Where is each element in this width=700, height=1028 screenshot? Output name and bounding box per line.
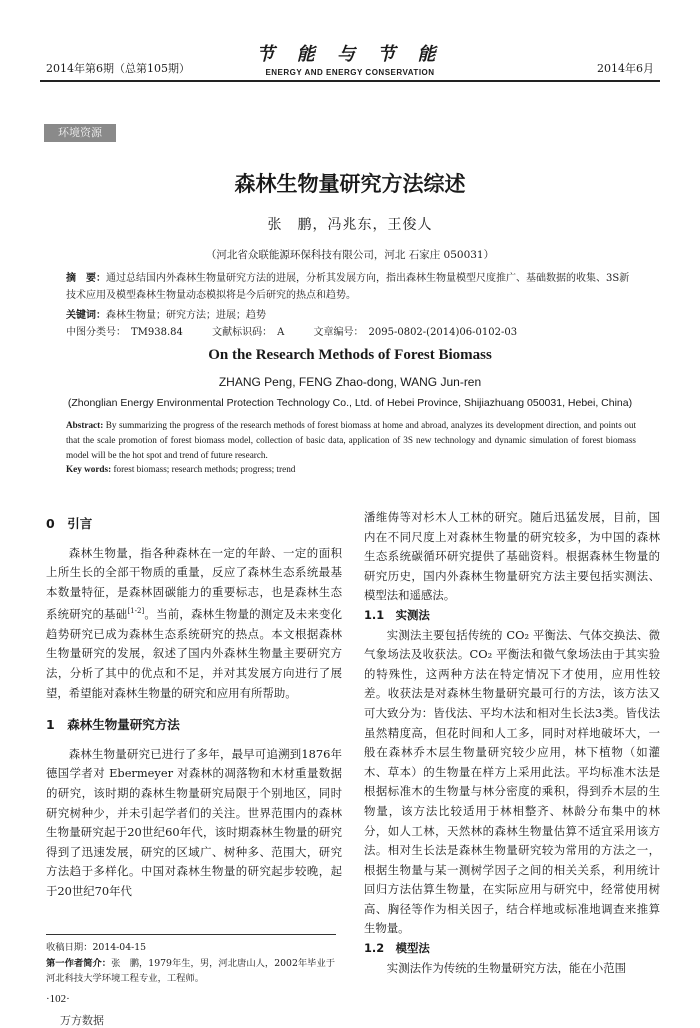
paragraph: 实测法主要包括传统的 CO₂ 平衡法、气体交换法、微气象场法及收获法。CO₂ 平衡法和微气象场法由于其实验的特殊性，这两种方法在特定情况下才使用，应用性较差。收获法是对森林生物量研究最可行的方法，该方法又可大致分为：皆伐法、平均木法和相对生长法3类。皆伐法虽然精度高，但花时间和人工多，同时对样地破坏大，一般在森林乔木层生物量研究较少应用，林下植物（如灌木、草本）的生物量在样方上采用此法。平均标准木法是根据标准木的生物量与林分密度的乘积，得到乔木层的生物量，该方法比较适用于林相整齐、林龄分布集中的林分，如人工林，天然林的森林生物量估算不适宜采用该方法。相对生长法是森林生物量研究较为常用的方法之一，根据生物量与某一测树学因子之间的相关关系，利用统计回归方法估算生物量，在实际应用与研究中，经常使用树高、胸径等作为相关因子，结合样地或标准地调查来推算生物量。 [364,627,660,936]
abstract-en-text: By summarizing the progress of the research methods of forest biomass at home and abroad, analyzes its development direction, and points out that the scale promotion of forest biomass model, collection of basic data, application of 3S new technology and dynamic simulation of forest biomass model will be the hot spot and trend of future research. [66,420,636,460]
journal-title-cn: 节 能 与 节 能 [256,44,444,65]
citation: [1-2] [127,607,145,616]
body-column-left [46,508,342,901]
clc-number: 中图分类号： TM938.84 [66,327,183,338]
footnote-divider [46,934,336,935]
affiliation-en: (Zhonglian Energy Environmental Protection Technology Co., Ltd. of Hebei Province, Shijiazhuang 050031, Hebei, China) [67,397,633,409]
issue-date: 2014年6月 [597,62,654,75]
section-heading-methods: 1 森林生物量研究方法 [46,717,180,733]
keywords-en [66,464,636,474]
keywords-en-label: Key words: [66,464,112,474]
paragraph: 潘维俦等对杉木人工林的研究。随后迅猛发展，目前，国内在不同尺度上对森林生物量的研究较多，为中国的森林生态系统碳循环研究提供了基础资料。根据森林生物量的研究历史，国内外森林生物量研究方法主要包括实测法、模型法和遥感法。 [364,510,660,603]
document-code: 文献标识码： A [212,327,285,338]
abstract-cn-text: 通过总结国内外森林生物量研究方法的进展，分析其发展方向，指出森林生物量模型尺度推广、基础数据的收集、3S新技术应用及模型森林生物量动态模拟将是今后研究的热点和趋势。 [66,273,630,301]
paragraph [46,544,342,704]
subsection-heading-measurement: 1.1 实测法 [364,607,430,622]
affiliation-cn: （河北省众联能源环保科技有限公司，河北 石家庄 050031） [205,249,495,261]
section-heading-intro: 0 引言 [46,516,93,531]
header-divider [40,80,660,82]
issue-info: 2014年第6期（总第105期） [46,62,190,75]
subsection-heading-model: 1.2 模型法 [364,941,430,956]
paragraph: 森林生物量研究已进行了多年，最早可追溯到1876年德国学者对 Ebermeyer 对森林的凋落物和木材重量数据的研究，该时期的森林生物量研究局限于个别地区，同时研究树种少，并未引起学者们的关注。世界范围内的森林生物量研究起于20世纪60年代，该时期森林生物量的研究得到了迅速发展，研究的区域广、树种多、范围大，研究方法趋于多样化。中国对森林生物量的研究起步较晚，起于20世纪70年代 [46,746,342,898]
body-column-right [364,508,660,978]
journal-masthead [0,40,700,77]
page-number: ·102· [46,993,70,1005]
author-bio [46,956,342,987]
article-number: 文章编号： 2095-0802-(2014)06-0102-03 [313,327,518,338]
authors-en: ZHANG Peng, FENG Zhao-dong, WANG Jun-ren [218,375,482,389]
received-date: 收稿日期：2014-04-15 [46,942,147,953]
keywords-cn-text: 森林生物量；研究方法；进展；趋势 [106,310,266,321]
abstract-en [66,418,636,463]
footnote [46,940,342,987]
section-tag: 环境资源 [44,124,116,142]
journal-title-en: ENERGY AND ENERGY CONSERVATION [265,68,435,77]
author-bio-label: 第一作者简介： [46,957,112,969]
paragraph: 实测法作为传统的生物量研究方法，能在小范围 [386,960,627,975]
keywords-cn [66,306,636,321]
paragraph-text: 。当前，森林生物量的测定及未来变化趋势研究已成为森林生态系统研究的热点。本文根据森林生物量研究的发展，叙述了国内外森林生物量主要研究方法，分析了其中的优点和不足，并对其发展方向进行了展望，希望能对森林生物量的研究和应用有所帮助。 [46,607,342,700]
abstract-cn [66,270,636,304]
abstract-cn-label: 摘 要： [66,273,106,284]
keywords-cn-label: 关键词： [66,310,106,321]
abstract-en-label: Abstract: [66,420,104,430]
authors-cn: 张 鹏，冯兆东，王俊人 [267,217,433,233]
watermark: 万方数据 [60,1014,104,1027]
paper-title-en: On the Research Methods of Forest Biomass [208,347,492,363]
paragraph-text: 森林生物量，指各种森林在一定的年龄、一定的面积上所生长的全部干物质的重量，反应了森林生态系统最基本数量特征，是森林固碳能力的重要标志，也是森林生态系统研究的基础 [46,545,342,622]
paper-title-cn: 森林生物量研究方法综述 [234,172,466,196]
keywords-en-text: forest biomass; research methods; progress; trend [113,464,296,474]
article-metadata [66,323,636,338]
author-bio-text: 张 鹏，1979年生，男，河北唐山人，2002年毕业于河北科技大学环境工程专业，工程师。 [46,957,336,984]
